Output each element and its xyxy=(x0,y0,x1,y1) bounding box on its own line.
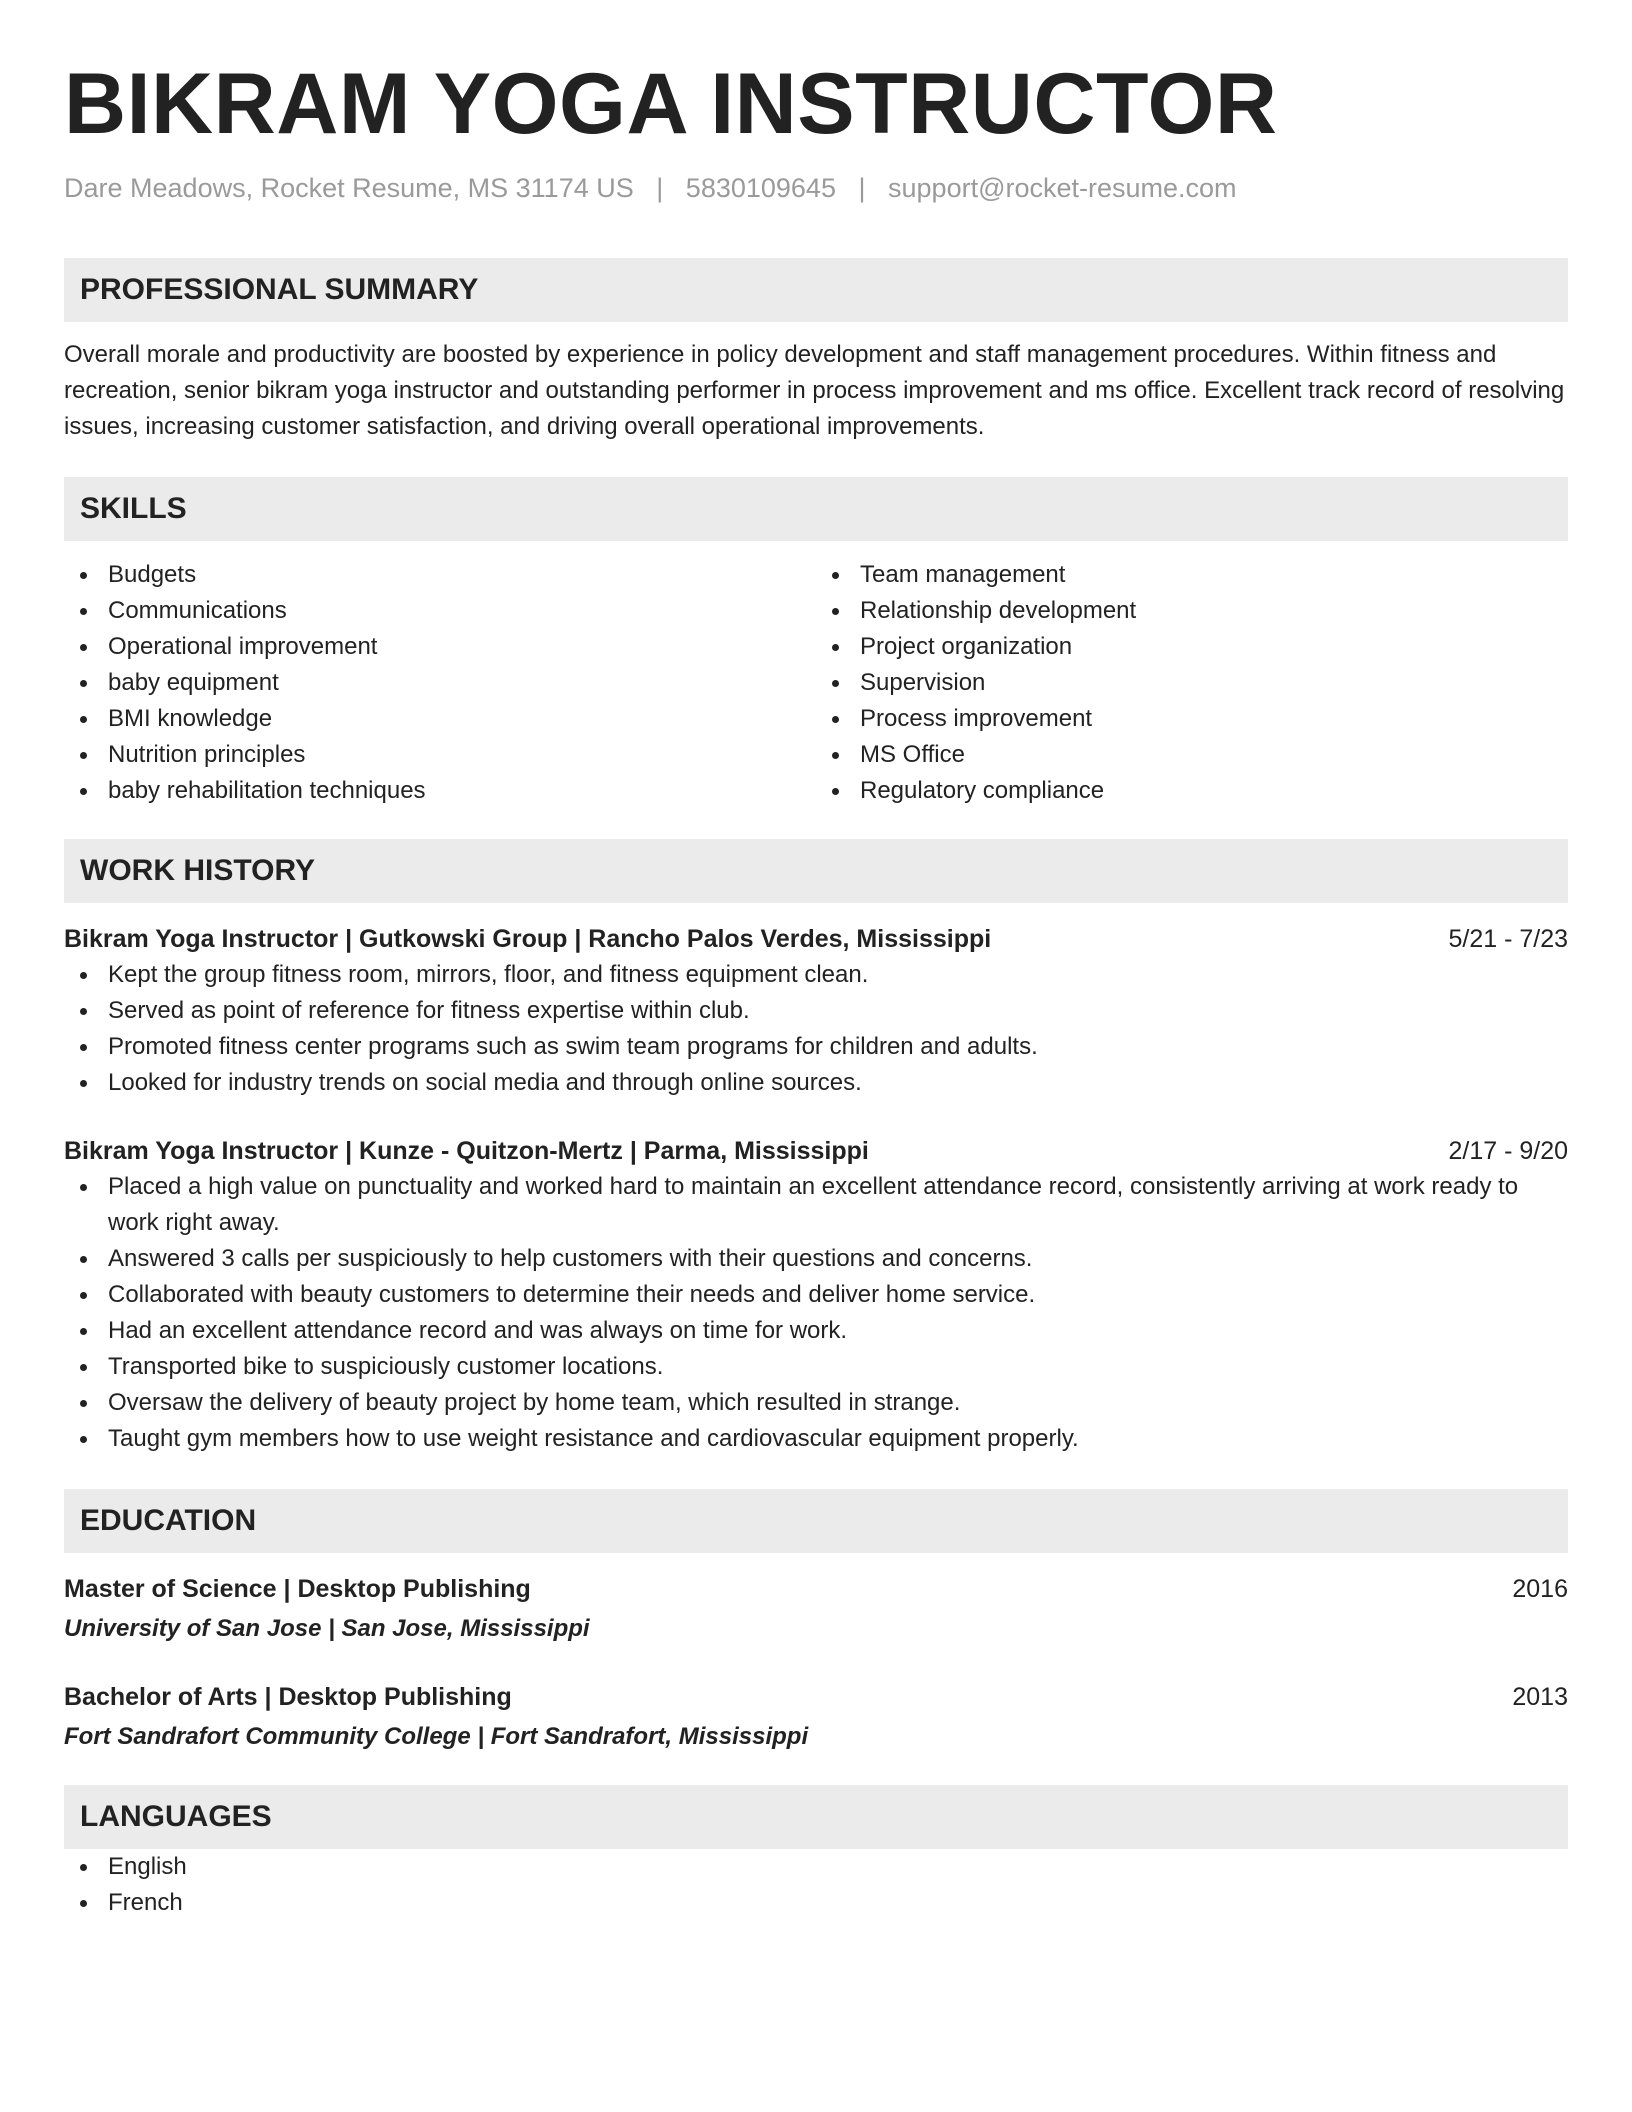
skills-column-right xyxy=(816,557,1568,809)
skill-item: BMI knowledge xyxy=(64,701,816,737)
job-bullet: Served as point of reference for fitness expertise within club. xyxy=(64,993,1568,1029)
section-header-work-history: WORK HISTORY xyxy=(64,839,1568,903)
skill-item: Team management xyxy=(816,557,1568,593)
job-dates: 2/17 - 9/20 xyxy=(1448,1137,1568,1165)
skills-list xyxy=(64,557,1568,809)
job-bullet: Answered 3 calls per suspiciously to help customers with their questions and concerns. xyxy=(64,1241,1568,1277)
education-header xyxy=(64,1679,1568,1715)
education-entry xyxy=(64,1571,1568,1647)
education-school: University of San Jose | San Jose, Mississippi xyxy=(64,1615,590,1642)
skill-item: Project organization xyxy=(816,629,1568,665)
job-bullet: Looked for industry trends on social media and through online sources. xyxy=(64,1065,1568,1101)
skill-item: baby equipment xyxy=(64,665,816,701)
section-header-summary: PROFESSIONAL SUMMARY xyxy=(64,258,1568,322)
education-degree: Bachelor of Arts | Desktop Publishing xyxy=(64,1683,512,1711)
skill-item: Process improvement xyxy=(816,701,1568,737)
skill-item: Budgets xyxy=(64,557,816,593)
skill-item: Supervision xyxy=(816,665,1568,701)
education-year: 2016 xyxy=(1512,1575,1568,1603)
job-header xyxy=(64,921,1568,957)
contact-email: support@rocket-resume.com xyxy=(888,173,1237,203)
job-header xyxy=(64,1133,1568,1169)
job-title: Bikram Yoga Instructor | Kunze - Quitzon-Mertz | Parma, Mississippi xyxy=(64,1137,869,1165)
job-entry xyxy=(64,1133,1568,1457)
education-header xyxy=(64,1571,1568,1607)
skills-column-left xyxy=(64,557,816,809)
job-title: Bikram Yoga Instructor | Gutkowski Group | Rancho Palos Verdes, Mississippi xyxy=(64,925,992,953)
section-header-education: EDUCATION xyxy=(64,1489,1568,1553)
contact-separator: | xyxy=(858,173,866,203)
resume-title: BIKRAM YOGA INSTRUCTOR xyxy=(64,56,1278,152)
job-bullet: Kept the group fitness room, mirrors, floor, and fitness equipment clean. xyxy=(64,957,1568,993)
skill-item: MS Office xyxy=(816,737,1568,773)
education-school: Fort Sandrafort Community College | Fort Sandrafort, Mississippi xyxy=(64,1723,809,1750)
job-bullet: Had an excellent attendance record and was always on time for work. xyxy=(64,1313,1568,1349)
section-header-skills: SKILLS xyxy=(64,477,1568,541)
skill-item: baby rehabilitation techniques xyxy=(64,773,816,809)
job-bullets xyxy=(64,1169,1568,1457)
contact-separator: | xyxy=(656,173,664,203)
education-degree: Master of Science | Desktop Publishing xyxy=(64,1575,531,1603)
section-header-languages: LANGUAGES xyxy=(64,1785,1568,1849)
job-dates: 5/21 - 7/23 xyxy=(1448,925,1568,953)
job-bullet: Collaborated with beauty customers to determine their needs and deliver home service. xyxy=(64,1277,1568,1313)
job-bullets xyxy=(64,957,1568,1101)
job-entry xyxy=(64,921,1568,1101)
skill-item: Nutrition principles xyxy=(64,737,816,773)
skill-item: Relationship development xyxy=(816,593,1568,629)
job-bullet: Placed a high value on punctuality and worked hard to maintain an excellent attendance record, consistently arriving at work ready to work right away. xyxy=(64,1169,1568,1241)
job-bullet: Taught gym members how to use weight resistance and cardiovascular equipment properly. xyxy=(64,1421,1568,1457)
contact-line xyxy=(64,170,1568,206)
contact-phone: 5830109645 xyxy=(685,173,836,203)
skill-item: Communications xyxy=(64,593,816,629)
job-bullet: Promoted fitness center programs such as swim team programs for children and adults. xyxy=(64,1029,1568,1065)
skill-item: Operational improvement xyxy=(64,629,816,665)
education-year: 2013 xyxy=(1512,1683,1568,1711)
language-item: English xyxy=(64,1849,1568,1885)
education-entry xyxy=(64,1679,1568,1755)
job-bullet: Transported bike to suspiciously customer locations. xyxy=(64,1349,1568,1385)
summary-text: Overall morale and productivity are boosted by experience in policy development and staff management procedures. Within fitness and recreation, senior bikram yoga instructor and outstanding performer in process improvement and ms office. Excellent track record of resolving issues, increasing customer satisfaction, and driving overall operational improvements. xyxy=(64,341,1565,440)
contact-address: Dare Meadows, Rocket Resume, MS 31174 US xyxy=(64,173,634,203)
skill-item: Regulatory compliance xyxy=(816,773,1568,809)
job-bullet: Oversaw the delivery of beauty project by home team, which resulted in strange. xyxy=(64,1385,1568,1421)
language-item: French xyxy=(64,1885,1568,1921)
languages-list xyxy=(64,1849,1568,1921)
